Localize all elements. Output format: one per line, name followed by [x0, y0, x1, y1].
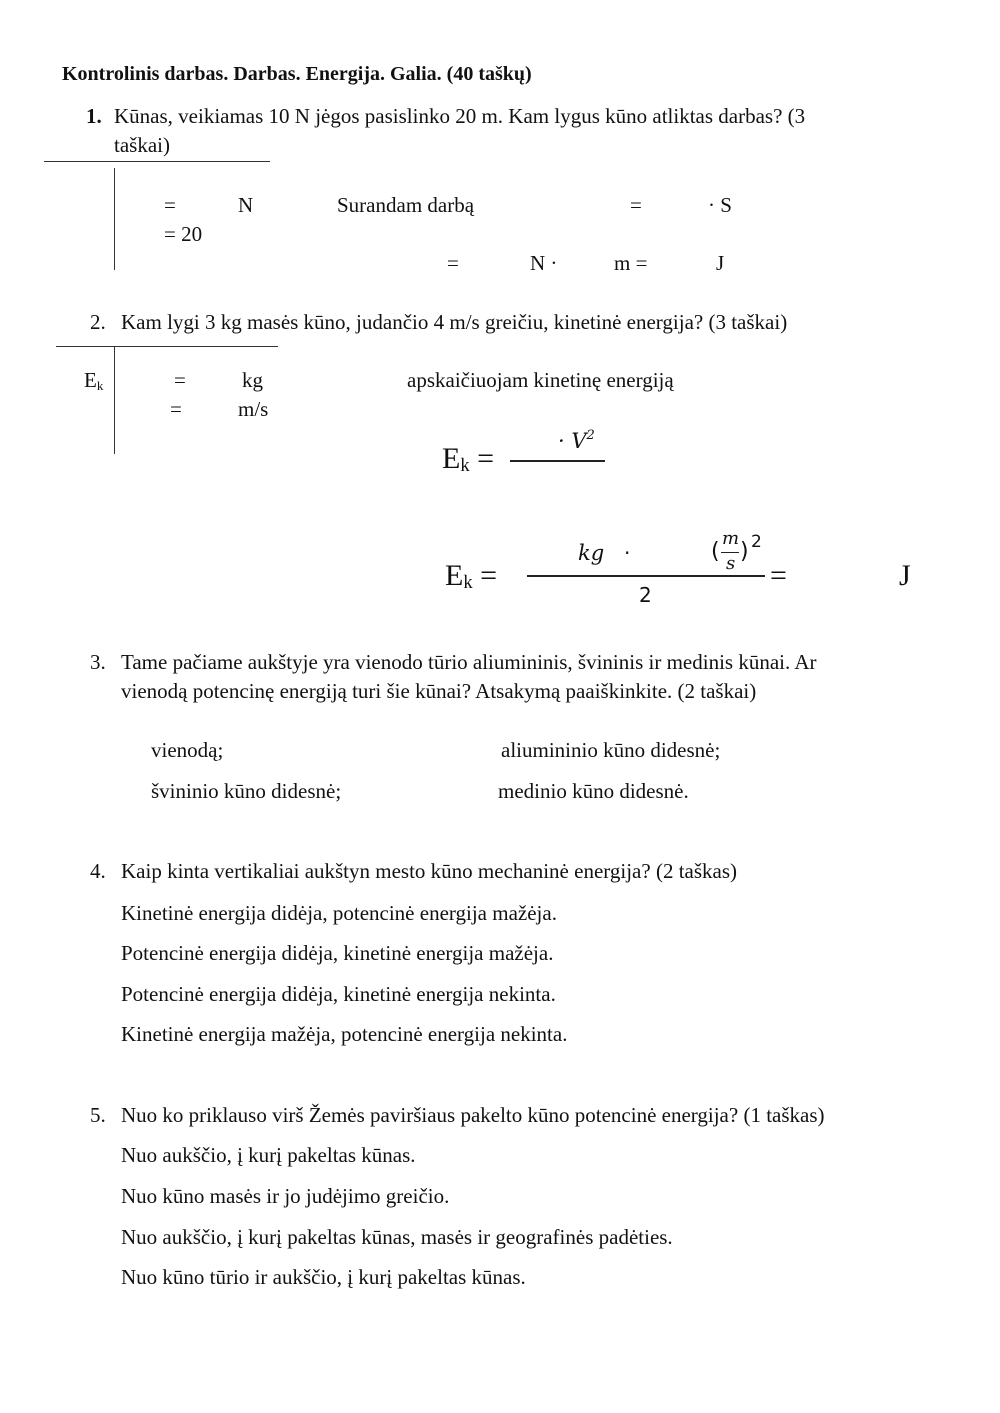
q2-given-symbol: $E_k$ [84, 368, 104, 393]
q2-given-unit2: m/s [238, 397, 269, 421]
q2-calc-kg: kg [578, 541, 605, 565]
q2-calc-square: 2 [751, 532, 762, 552]
q1-formula-rhs: · S [708, 193, 732, 217]
q1-formula-eq: = [630, 193, 642, 217]
q5-option[interactable]: Nuo aukščio, į kurį pakeltas kūnas. [121, 1143, 416, 1167]
q4-option[interactable]: Kinetinė energija mažėja, potencinė energija nekinta. [121, 1022, 568, 1046]
q2-calc-lhs: $E_k$ = [445, 559, 498, 593]
q2-given-unit1: kg [242, 368, 263, 392]
q1-number: 1. [86, 104, 102, 128]
q1-given-line2: = 20 [164, 222, 203, 246]
q1-calc-n: N · [530, 251, 558, 275]
q5-text: Nuo ko priklauso virš Žemės paviršiaus pakelto kūno potencinė energija? (1 taškas) [121, 1103, 825, 1127]
q2-formula-fraction-bar [510, 460, 605, 462]
q3-option[interactable]: aliumininio kūno didesnė; [501, 738, 721, 762]
q1-given-top-rule [44, 161, 270, 162]
q3-number: 3. [90, 650, 106, 674]
q2-calc-dot: · [624, 541, 631, 565]
q4-number: 4. [90, 859, 106, 883]
q2-calc-fraction-bar [527, 575, 765, 577]
q1-calc-j: J [716, 251, 725, 275]
q2-calc-paren-open: ( [711, 539, 720, 564]
q4-option[interactable]: Potencinė energija didėja, kinetinė energija nekinta. [121, 982, 556, 1006]
q3-option[interactable]: švininio kūno didesnė; [151, 779, 342, 803]
q1-text-line2: taškai) [114, 133, 170, 157]
q2-calc-label: apskaičiuojam kinetinę energiją [407, 368, 674, 392]
q2-calc-result-eq: = [770, 559, 787, 592]
q1-text-line1: Kūnas, veikiamas 10 N jėgos pasislinko 20 m. Kam lygus kūno atliktas darbas? (3 [114, 104, 806, 128]
q1-given-divider [114, 168, 115, 270]
q2-calc-unit-m: m [722, 528, 740, 549]
q2-given-eq2: = [170, 397, 182, 421]
worksheet-title: Kontrolinis darbas. Darbas. Energija. Galia. (40 taškų) [62, 63, 532, 85]
q2-calc-unit: J [899, 559, 911, 592]
q2-text: Kam lygi 3 kg masės kūno, judančio 4 m/s greičiu, kinetinė energija? (3 taškai) [121, 310, 788, 334]
q2-given-divider [114, 347, 115, 454]
q3-option[interactable]: vienodą; [151, 738, 224, 762]
q5-number: 5. [90, 1103, 106, 1127]
q3-text-line2: vienodą potencinę energiją turi šie kūnai? Atsakymą paaiškinkite. (2 taškai) [121, 679, 757, 703]
q2-calc-paren-close: ) [740, 539, 749, 564]
q2-calc-unit-s: s [726, 553, 736, 574]
q4-text: Kaip kinta vertikaliai aukštyn mesto kūno mechaninė energija? (2 taškas) [121, 859, 738, 883]
q5-option[interactable]: Nuo kūno masės ir jo judėjimo greičio. [121, 1184, 450, 1208]
q5-option[interactable]: Nuo kūno tūrio ir aukščio, į kurį pakeltas kūnas. [121, 1265, 526, 1289]
q3-option[interactable]: medinio kūno didesnė. [498, 779, 689, 803]
q2-number: 2. [90, 310, 106, 334]
q1-given-unit1: N [238, 193, 254, 217]
q4-option[interactable]: Kinetinė energija didėja, potencinė energija mažėja. [121, 901, 557, 925]
q2-given-eq1: = [174, 368, 186, 392]
q2-formula-lhs: $E_k$ = [442, 442, 495, 476]
q5-option[interactable]: Nuo aukščio, į kurį pakeltas kūnas, masės ir geografinės padėties. [121, 1225, 673, 1249]
q1-given-eq1: = [164, 193, 176, 217]
q1-calc-eq: = [447, 251, 459, 275]
q2-formula-numerator: · $V^2$ [558, 428, 595, 453]
q2-calc-denominator: 2 [639, 583, 652, 607]
q3-text-line1: Tame pačiame aukštyje yra vienodo tūrio aliumininis, švininis ir medinis kūnai. Ar [121, 650, 817, 674]
q1-calc-m: m = [614, 251, 648, 275]
q2-given-top-rule [56, 346, 278, 347]
q1-find-label: Surandam darbą [337, 193, 475, 217]
q4-option[interactable]: Potencinė energija didėja, kinetinė energija mažėja. [121, 941, 554, 965]
